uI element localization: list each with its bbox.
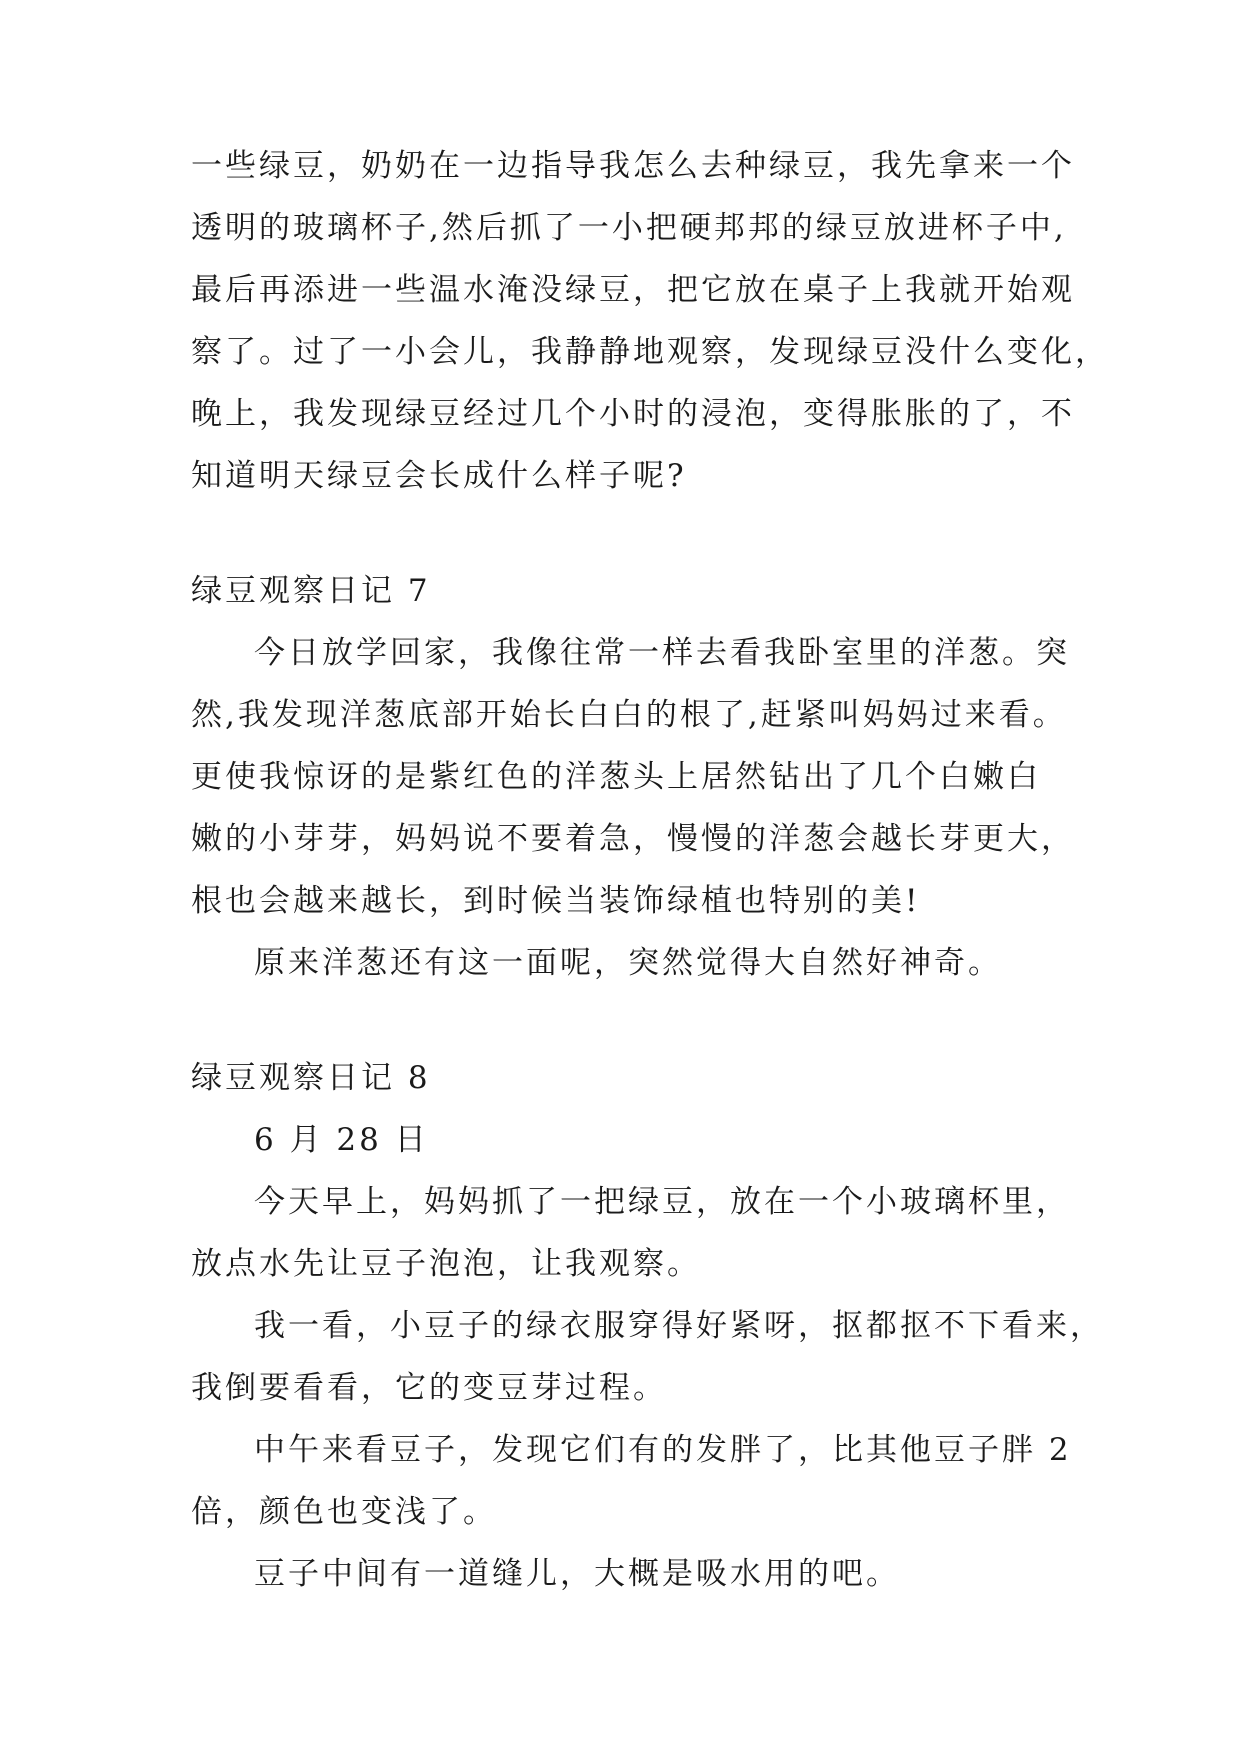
paragraph-line: 原来洋葱还有这一面呢，突然觉得大自然好神奇。 <box>254 945 1002 981</box>
paragraph-line: 倍，颜色也变浅了。 <box>191 1494 497 1530</box>
paragraph-line: 今天早上，妈妈抓了一把绿豆，放在一个小玻璃杯里， <box>254 1184 1070 1220</box>
paragraph-line: 晚上，我发现绿豆经过几个小时的浸泡，变得胀胀的了，不 <box>191 396 1075 432</box>
paragraph-line: 今日放学回家，我像往常一样去看我卧室里的洋葱。突 <box>254 635 1070 671</box>
paragraph-line: 我一看，小豆子的绿衣服穿得好紧呀，抠都抠不下看来， <box>254 1308 1104 1344</box>
paragraph-line: 知道明天绿豆会长成什么样子呢? <box>191 458 687 494</box>
paragraph-line: 我倒要看看，它的变豆芽过程。 <box>191 1370 667 1406</box>
date-line: 6 月 28 日 <box>254 1122 429 1158</box>
paragraph-line: 放点水先让豆子泡泡，让我观察。 <box>191 1246 701 1282</box>
paragraph-line: 中午来看豆子，发现它们有的发胖了，比其他豆子胖 2 <box>254 1432 1072 1468</box>
paragraph-line: 最后再添进一些温水淹没绿豆，把它放在桌子上我就开始观 <box>191 272 1075 308</box>
paragraph-line: 更使我惊讶的是紫红色的洋葱头上居然钻出了几个白嫩白 <box>191 759 1041 795</box>
paragraph-line: 一些绿豆，奶奶在一边指导我怎么去种绿豆，我先拿来一个 <box>191 148 1075 184</box>
paragraph-line: 嫩的小芽芽，妈妈说不要着急，慢慢的洋葱会越长芽更大， <box>191 821 1075 857</box>
paragraph-line: 然,我发现洋葱底部开始长白白的根了,赶紧叫妈妈过来看。 <box>191 697 1067 733</box>
paragraph-line: 透明的玻璃杯子,然后抓了一小把硬邦邦的绿豆放进杯子中, <box>191 210 1067 246</box>
paragraph-line: 根也会越来越长，到时候当装饰绿植也特别的美! <box>191 883 921 919</box>
section-heading: 绿豆观察日记 8 <box>191 1060 431 1096</box>
paragraph-line: 豆子中间有一道缝儿，大概是吸水用的吧。 <box>254 1556 900 1592</box>
section-heading: 绿豆观察日记 7 <box>191 573 431 609</box>
paragraph-line: 察了。过了一小会儿，我静静地观察，发现绿豆没什么变化， <box>191 334 1109 370</box>
